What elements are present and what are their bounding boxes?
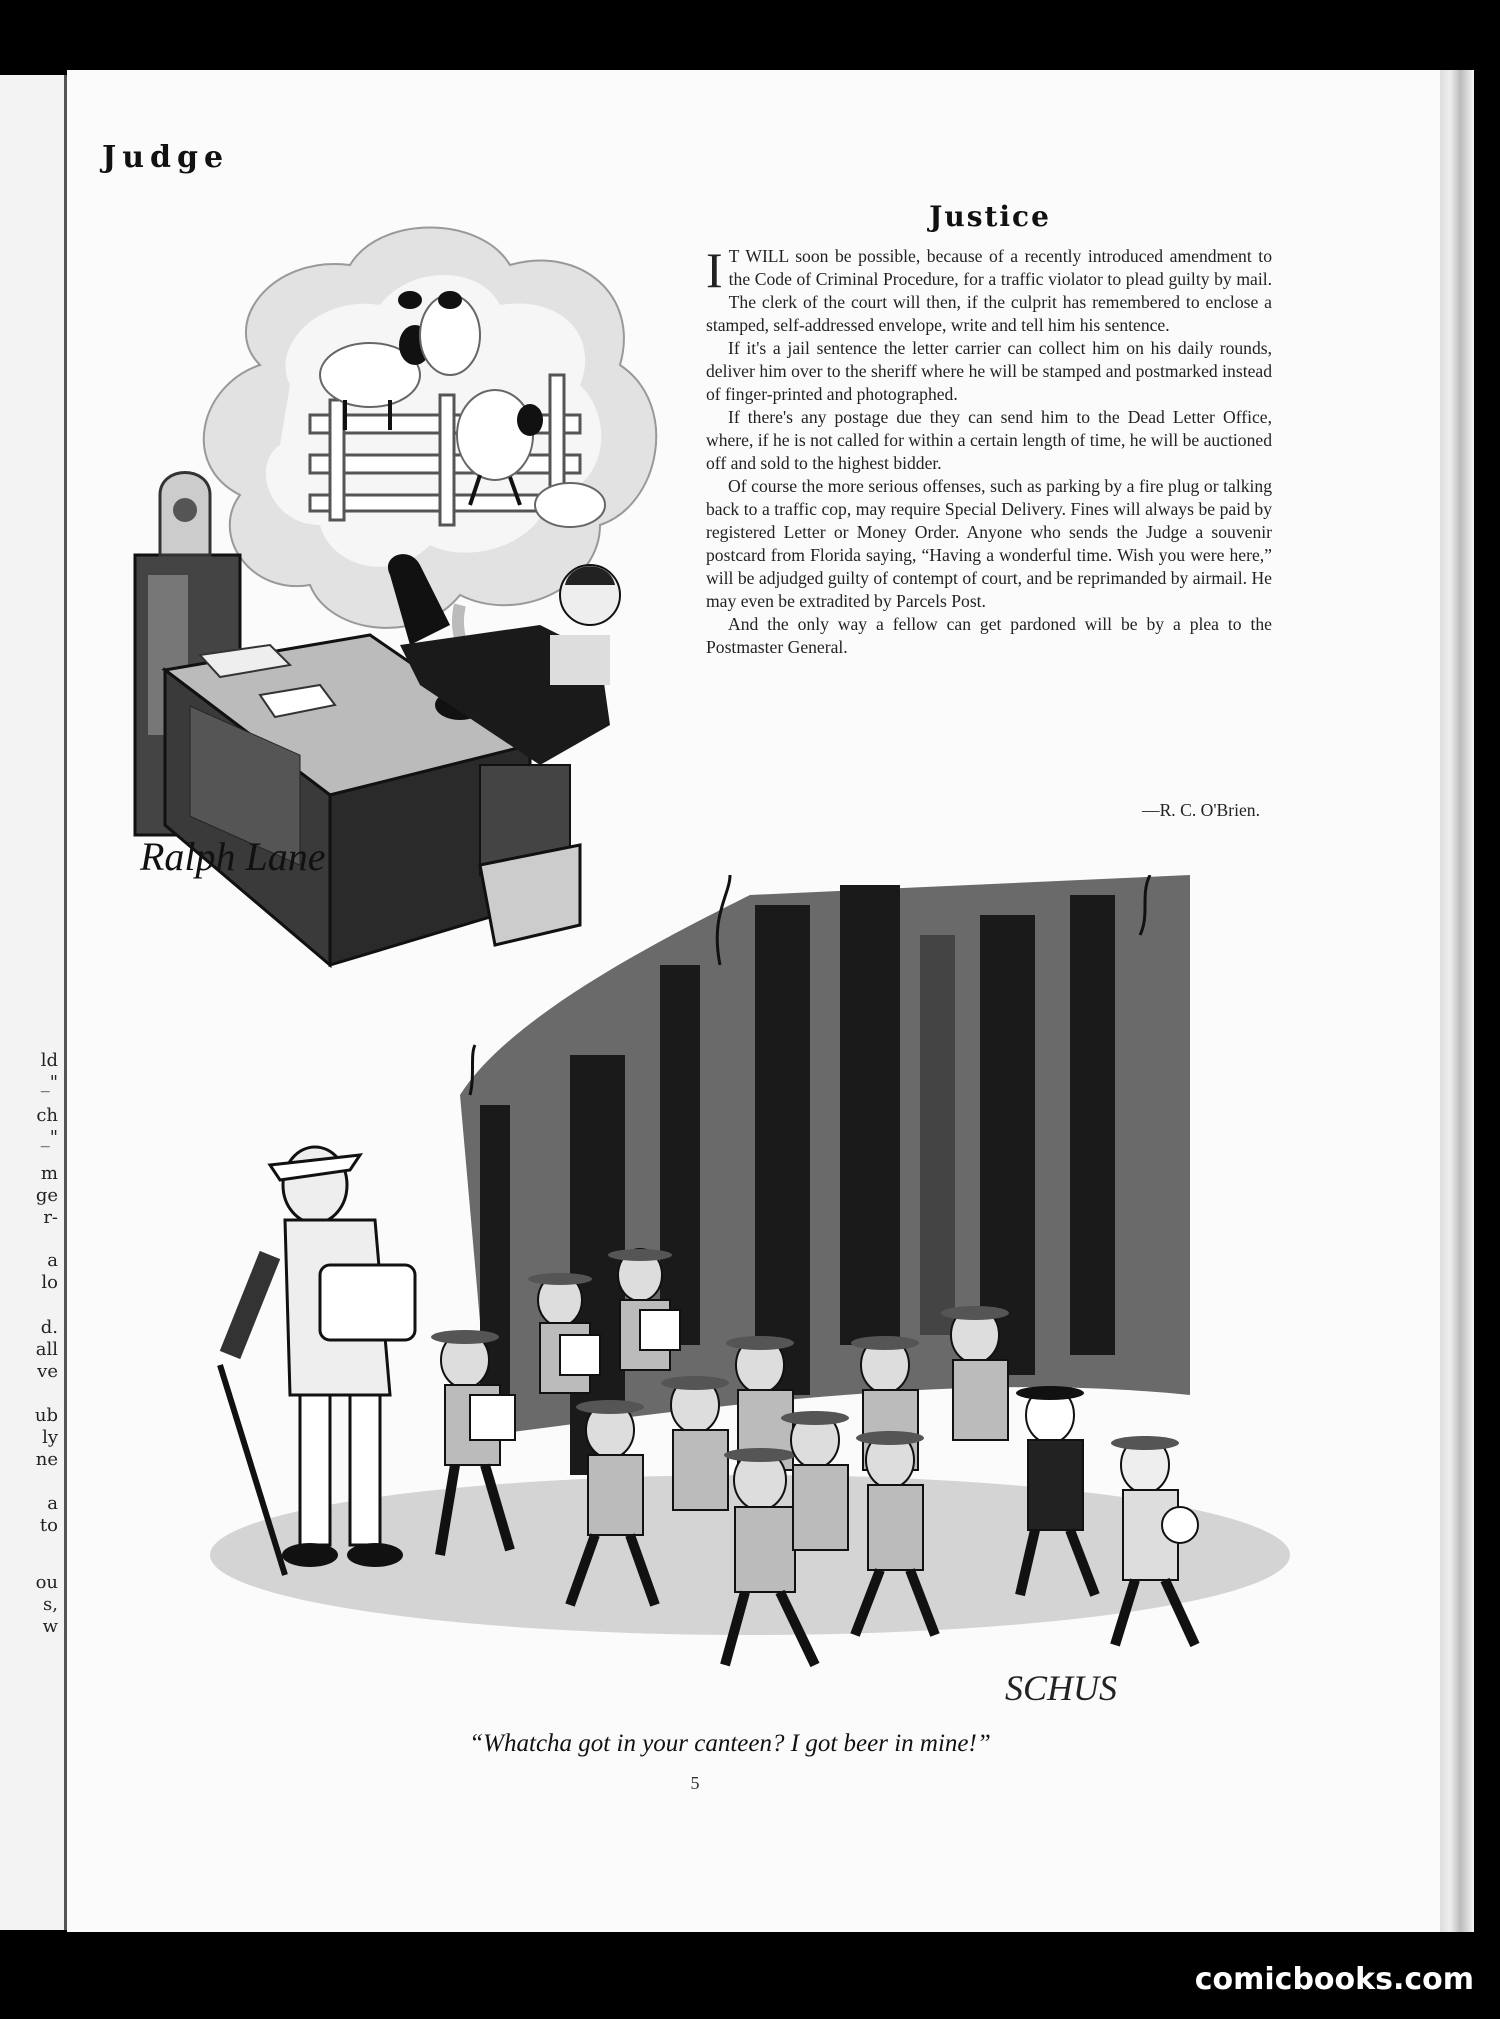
left-page-fragment: _" <box>40 1072 58 1093</box>
site-watermark: comicbooks.com <box>1194 1962 1474 1997</box>
artist-signature: Ralph Lane <box>140 834 326 879</box>
left-page-fragment: d. <box>40 1317 58 1338</box>
article-paragraph <box>706 242 1272 337</box>
left-page-fragment: m <box>40 1163 58 1184</box>
judge-desk-illustration <box>120 205 680 975</box>
article-paragraph: If there's any postage due they can send him to the Dead Letter Office, where, if he is not called for within a certain length of time, he will be auctioned off and sold to the highest bidder. <box>706 407 1272 473</box>
left-page-fragment: w <box>42 1616 58 1637</box>
article-paragraph: If it's a jail sentence the letter carrier can collect him on his daily rounds, deliver him over to the sheriff where he will be stamped and postmarked instead of finger-printed and photographed. <box>706 338 1272 404</box>
sheep-figure <box>535 483 605 527</box>
article-paragraph-text: T WILL soon be possible, because of a recently introduced amendment to the Code of Criminal Procedure, for a traffic violator to plead guilty by mail. The clerk of the court will then, if the culprit has remembered to enclose a stamped, self-addressed envelope, write and tell him his sentence. <box>706 246 1272 335</box>
article-title: Justice <box>929 200 1051 233</box>
article-paragraph: Of course the more serious offenses, such as parking by a fire plug or talking back to a traffic cop, may require Special Delivery. Fines will always be paid by registered Letter or Money Order. Anyone who sends the Judge a souvenir postcard from Florida saying, “Having a wonderful time. Wish you were here,” will be adjudged guilty of contempt of court, and be reprimanded by airmail. He may even be extradited by Parcels Post. <box>706 476 1272 611</box>
article-body <box>706 242 1272 659</box>
left-page-fragment: a <box>47 1493 58 1514</box>
left-page-fragment: ld <box>40 1050 58 1071</box>
page-number: 5 <box>690 1773 700 1793</box>
left-page-fragment: r- <box>43 1207 58 1228</box>
article-paragraph: And the only way a fellow can get pardoned will be by a plea to the Postmaster General. <box>706 614 1272 657</box>
cartoon-caption: “Whatcha got in your canteen? I got beer in mine!” <box>469 1730 991 1757</box>
left-page-fragment: _" <box>40 1127 58 1148</box>
left-page-fragment: a <box>47 1250 58 1271</box>
left-page-fragment: ub <box>34 1405 58 1426</box>
left-page-fragment: ch <box>36 1105 58 1126</box>
left-page-fragment: ou <box>35 1572 58 1593</box>
left-page-fragment: to <box>39 1515 58 1536</box>
left-page-fragment: ve <box>37 1361 58 1382</box>
left-page-fragment: ly <box>42 1427 58 1448</box>
left-page-fragment: s, <box>43 1594 58 1615</box>
left-page-fragment: all <box>35 1339 58 1360</box>
left-page-fragment: ne <box>35 1449 58 1470</box>
left-page-edge <box>0 75 67 1930</box>
page-stack-edge <box>1440 70 1474 1932</box>
masthead: Judge <box>102 140 230 175</box>
left-page-fragment: lo <box>41 1272 58 1293</box>
artist-signature: SCHUS <box>1005 1668 1118 1708</box>
drop-cap: I <box>706 242 723 298</box>
left-page-fragment: ge <box>35 1185 58 1206</box>
byline: —R. C. O'Brien. <box>1141 800 1260 820</box>
scout-figure <box>1111 1436 1198 1645</box>
scouts-forest-illustration <box>190 875 1290 1715</box>
